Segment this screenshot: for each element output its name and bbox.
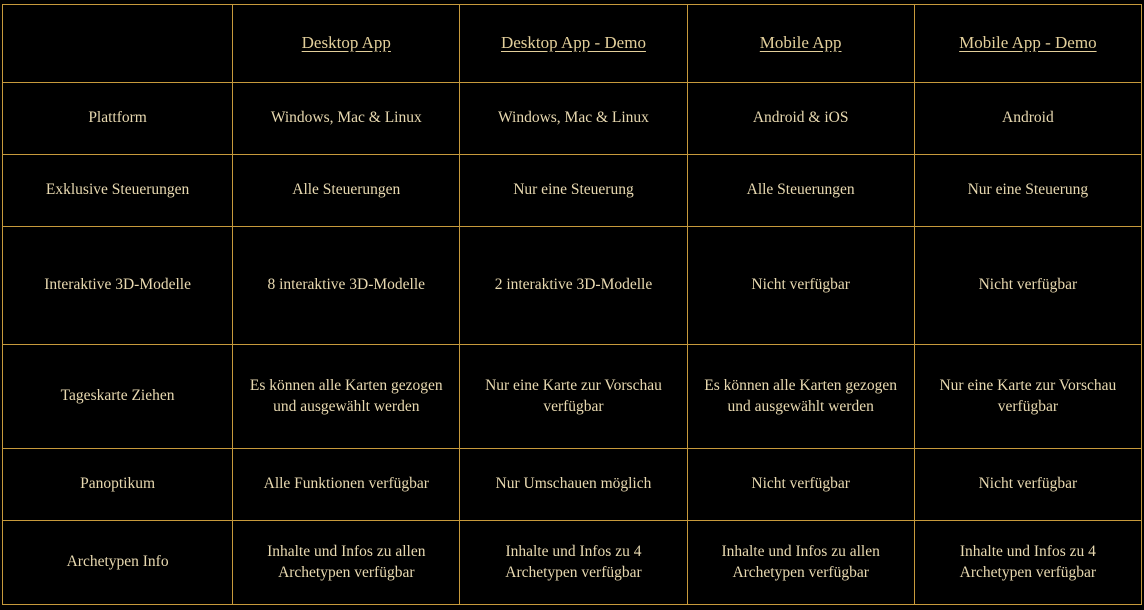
cell-archetypen-desktop-app-demo: Inhalte und Infos zu 4 Archetypen verfügbar xyxy=(460,521,687,605)
cell-panoptikum-mobile-app-demo: Nicht verfügbar xyxy=(914,449,1141,521)
cell-archetypen-mobile-app-demo: Inhalte und Infos zu 4 Archetypen verfügbar xyxy=(914,521,1141,605)
cell-tageskarte-mobile-app: Es können alle Karten gezogen und ausgewählt werden xyxy=(687,345,914,449)
feature-label-plattform: Plattform xyxy=(3,83,233,155)
header-label-desktop-app: Desktop App xyxy=(301,33,391,53)
table-body xyxy=(3,83,1142,605)
cell-plattform-mobile-app-demo: Android xyxy=(914,83,1141,155)
header-cell-mobile-app-demo xyxy=(914,5,1141,83)
cell-tageskarte-desktop-app: Es können alle Karten gezogen und ausgewählt werden xyxy=(233,345,460,449)
feature-label-archetypen-info: Archetypen Info xyxy=(3,521,233,605)
cell-archetypen-mobile-app: Inhalte und Infos zu allen Archetypen verfügbar xyxy=(687,521,914,605)
cell-plattform-mobile-app: Android & iOS xyxy=(687,83,914,155)
feature-label-interaktive-3d-modelle: Interaktive 3D-Modelle xyxy=(3,227,233,345)
header-cell-empty xyxy=(3,5,233,83)
feature-label-exklusive-steuerungen: Exklusive Steuerungen xyxy=(3,155,233,227)
table-row xyxy=(3,155,1142,227)
cell-archetypen-desktop-app: Inhalte und Infos zu allen Archetypen verfügbar xyxy=(233,521,460,605)
cell-tageskarte-desktop-app-demo: Nur eine Karte zur Vorschau verfügbar xyxy=(460,345,687,449)
feature-comparison-table xyxy=(2,4,1142,605)
header-cell-mobile-app xyxy=(687,5,914,83)
table-row xyxy=(3,227,1142,345)
feature-label-tageskarte-ziehen: Tageskarte Ziehen xyxy=(3,345,233,449)
cell-tageskarte-mobile-app-demo: Nur eine Karte zur Vorschau verfügbar xyxy=(914,345,1141,449)
header-label-desktop-app-demo: Desktop App - Demo xyxy=(500,33,646,53)
cell-modelle-desktop-app-demo: 2 interaktive 3D-Modelle xyxy=(460,227,687,345)
header-cell-desktop-app xyxy=(233,5,460,83)
cell-steuerungen-desktop-app-demo: Nur eine Steuerung xyxy=(460,155,687,227)
cell-steuerungen-mobile-app: Alle Steuerungen xyxy=(687,155,914,227)
cell-modelle-mobile-app: Nicht verfügbar xyxy=(687,227,914,345)
header-label-mobile-app-demo: Mobile App - Demo xyxy=(959,33,1097,53)
cell-plattform-desktop-app: Windows, Mac & Linux xyxy=(233,83,460,155)
table-row xyxy=(3,449,1142,521)
table-row xyxy=(3,521,1142,605)
cell-modelle-desktop-app: 8 interaktive 3D-Modelle xyxy=(233,227,460,345)
table-row xyxy=(3,83,1142,155)
header-cell-desktop-app-demo xyxy=(460,5,687,83)
cell-steuerungen-mobile-app-demo: Nur eine Steuerung xyxy=(914,155,1141,227)
cell-panoptikum-desktop-app-demo: Nur Umschauen möglich xyxy=(460,449,687,521)
feature-label-panoptikum: Panoptikum xyxy=(3,449,233,521)
header-label-mobile-app: Mobile App xyxy=(759,33,842,53)
table-header xyxy=(3,5,1142,83)
cell-panoptikum-desktop-app: Alle Funktionen verfügbar xyxy=(233,449,460,521)
cell-panoptikum-mobile-app: Nicht verfügbar xyxy=(687,449,914,521)
cell-steuerungen-desktop-app: Alle Steuerungen xyxy=(233,155,460,227)
header-row xyxy=(3,5,1142,83)
table-row xyxy=(3,345,1142,449)
cell-modelle-mobile-app-demo: Nicht verfügbar xyxy=(914,227,1141,345)
cell-plattform-desktop-app-demo: Windows, Mac & Linux xyxy=(460,83,687,155)
